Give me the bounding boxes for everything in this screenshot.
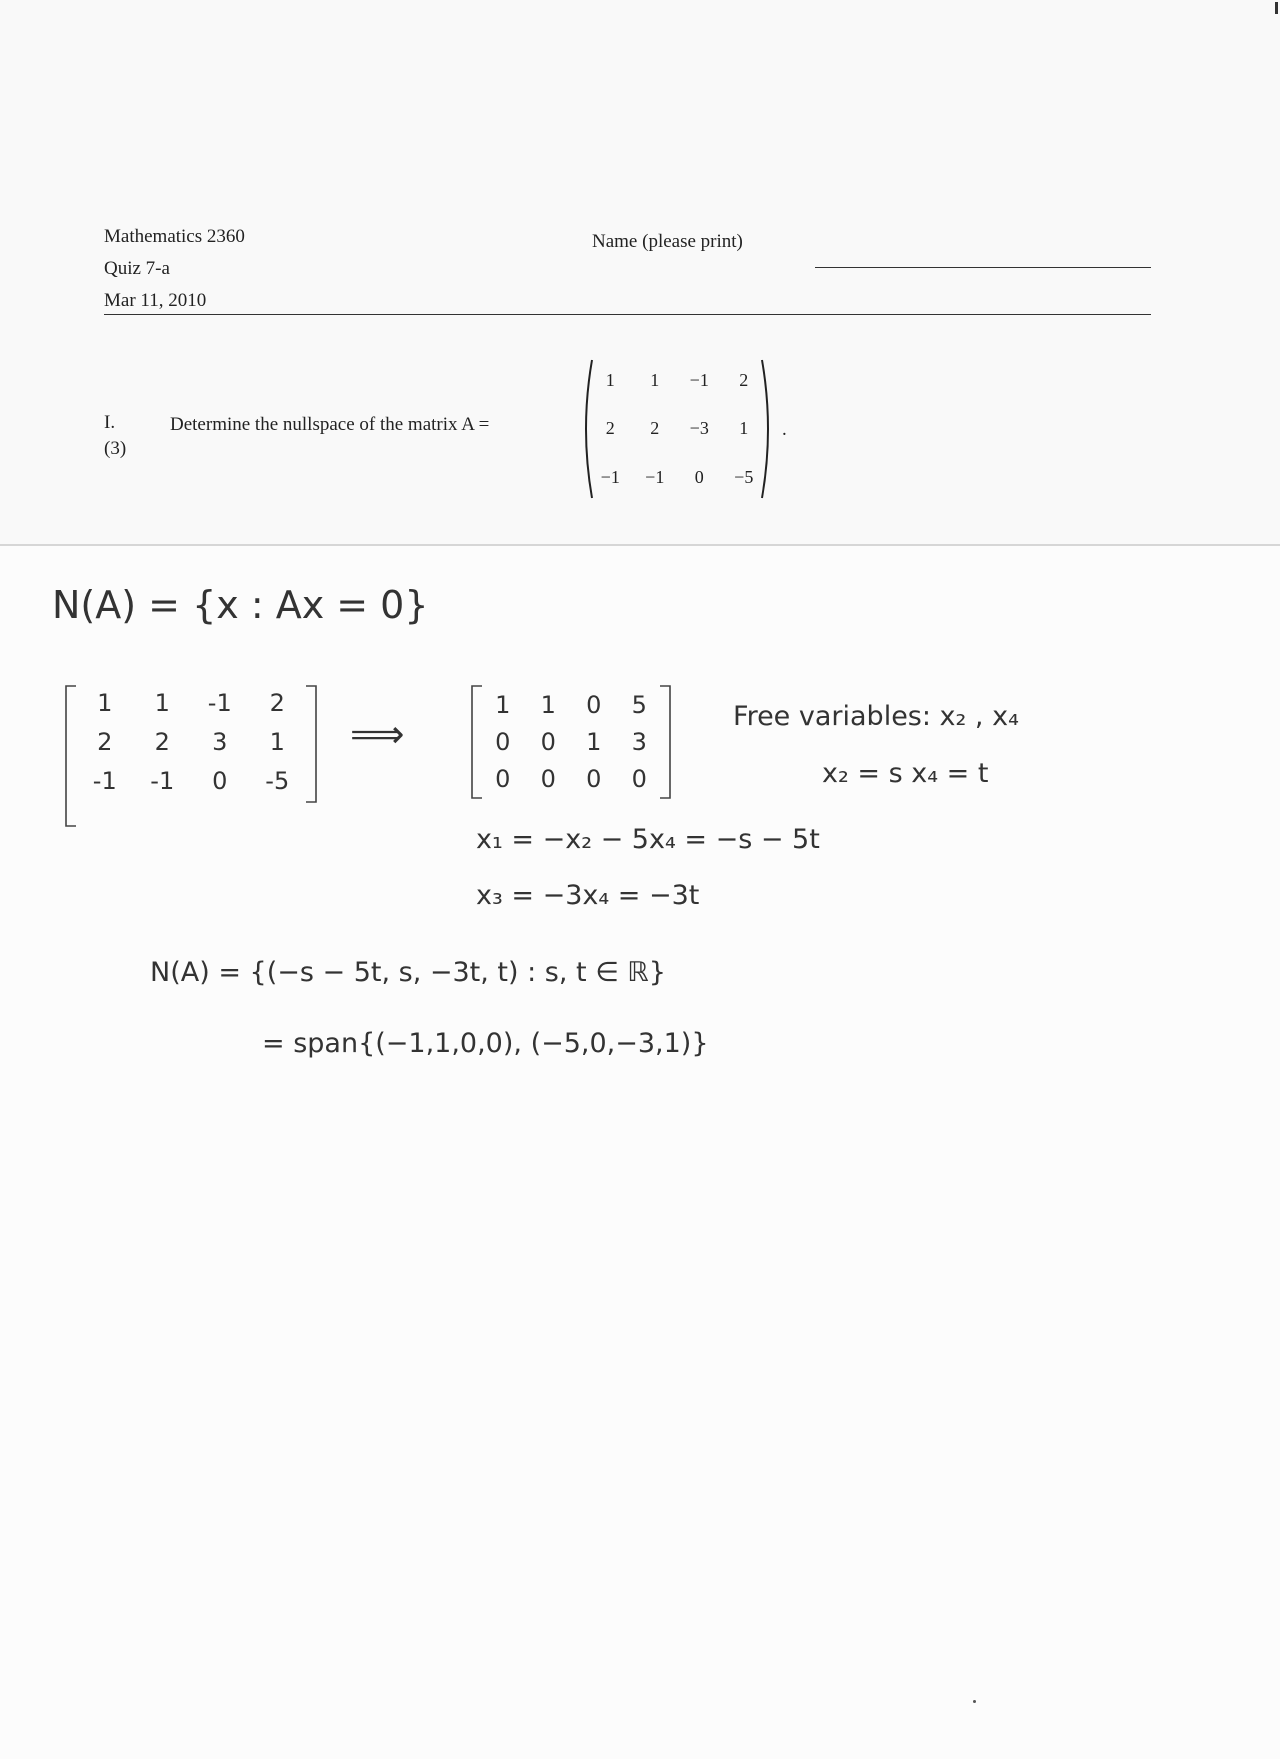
free-variable-assignments: x₂ = s x₄ = t: [822, 758, 989, 789]
problem-number: I.: [104, 412, 116, 433]
augmented-entry: -5: [265, 766, 290, 795]
problem-prompt: Determine the nullspace of the matrix A =: [170, 414, 490, 435]
nullspace-span: = span{(−1,1,0,0), (−5,0,−3,1)}: [262, 1028, 709, 1059]
quiz-label: Quiz 7-a: [104, 258, 170, 279]
matrix-a-entry: −3: [689, 418, 709, 439]
header-rule: [104, 314, 1151, 315]
augmented-entry: 1: [154, 689, 170, 718]
matrix-a-entries: [588, 356, 766, 502]
augmented-entry: 2: [154, 727, 170, 756]
reduced-entry: 0: [540, 765, 556, 794]
row-reduce-arrow: ⟹: [350, 712, 405, 756]
reduced-entry: 0: [495, 765, 511, 794]
paper-speck: [973, 1700, 976, 1703]
reduced-entry: 0: [586, 765, 602, 794]
reduced-entry: 0: [540, 727, 556, 756]
nullspace-set: N(A) = {(−s − 5t, s, −3t, t) : s, t ∈ ℝ}: [150, 957, 666, 988]
matrix-a-entry: 2: [605, 418, 615, 439]
reduced-entry: 0: [495, 727, 511, 756]
reduced-entry: 5: [631, 690, 647, 719]
augmented-entry: 2: [97, 727, 113, 756]
matrix-a-entry: 0: [694, 467, 704, 488]
reduced-entry: 1: [586, 727, 602, 756]
matrix-a-entry: 1: [739, 418, 749, 439]
augmented-entry: 3: [212, 727, 228, 756]
matrix-a-entry: −1: [689, 369, 709, 390]
equation-x3: x₃ = −3x₄ = −3t: [476, 880, 700, 911]
name-line: [815, 267, 1151, 268]
matrix-a-entry: −5: [734, 467, 754, 488]
matrix-a-entry: 2: [650, 418, 660, 439]
reduced-entry: 3: [631, 727, 647, 756]
quiz-date: Mar 11, 2010: [104, 290, 207, 311]
matrix-a-entry: 1: [605, 369, 615, 390]
augmented-entry: 1: [97, 689, 113, 718]
augmented-matrix: [62, 680, 320, 830]
augmented-entry: -1: [92, 766, 117, 795]
augmented-entry: -1: [150, 766, 175, 795]
augmented-entry: 2: [269, 689, 285, 718]
matrix-a-entry: 1: [650, 369, 660, 390]
name-label: Name (please print): [592, 231, 743, 252]
matrix-a-entry: −1: [645, 467, 665, 488]
free-variables: Free variables: x₂ , x₄: [733, 701, 1019, 732]
nullspace-definition: N(A) = {x : Ax = 0}: [52, 583, 429, 627]
matrix-a-entry: −1: [600, 467, 620, 488]
augmented-entries: [76, 684, 306, 800]
matrix-a-entry: 2: [739, 369, 749, 390]
augmented-entry: -1: [207, 689, 232, 718]
augmented-entry: 1: [269, 727, 285, 756]
augmented-entry: 0: [212, 766, 228, 795]
equation-x1: x₁ = −x₂ − 5x₄ = −s − 5t: [476, 824, 820, 855]
course-title: Mathematics 2360: [104, 226, 245, 247]
reduced-entry: 0: [586, 690, 602, 719]
matrix-trailing-dot: .: [782, 419, 787, 440]
reduced-entry: 1: [495, 690, 511, 719]
problem-points: (3): [104, 438, 127, 459]
reduced-entry: 0: [631, 765, 647, 794]
reduced-entry: 1: [540, 690, 556, 719]
reduced-entries: [480, 686, 662, 798]
matrix-a: [578, 356, 776, 502]
reduced-matrix: [466, 680, 676, 804]
page-seam: [0, 544, 1280, 546]
edge-mark: [1275, 2, 1278, 14]
